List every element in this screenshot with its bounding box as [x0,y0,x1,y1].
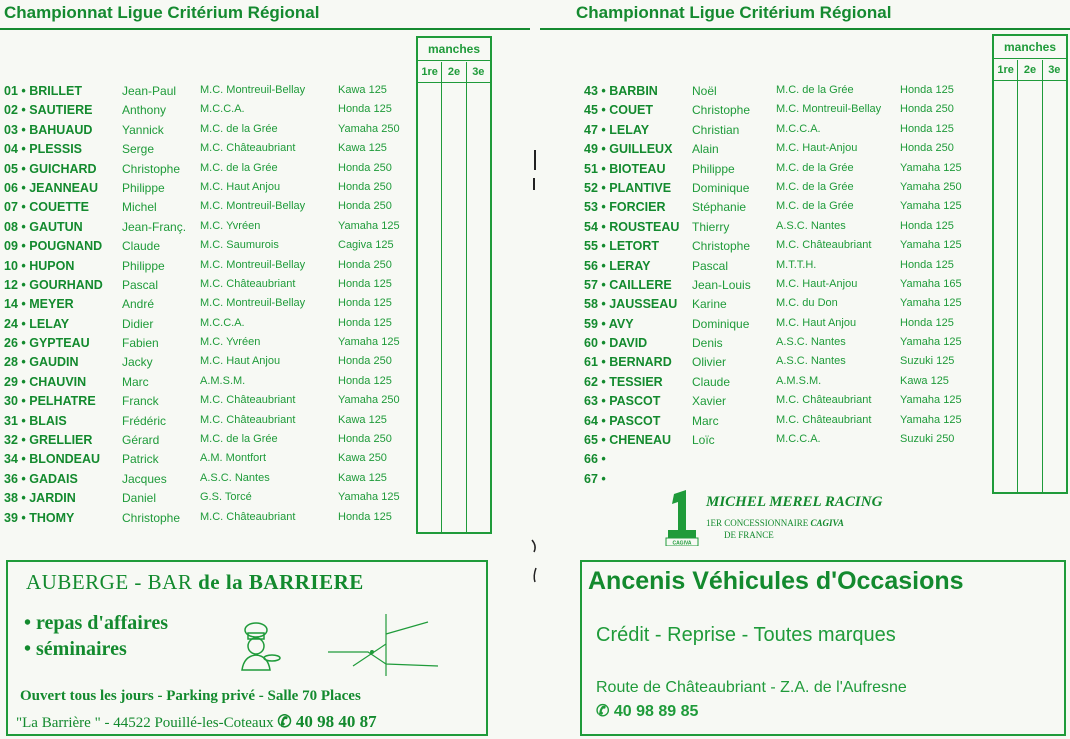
rider-motorcycle: Honda 125 [338,277,392,290]
manche-col-1 [994,60,1018,492]
left-page [0,0,530,739]
manches-header: manches [418,38,490,61]
rider-number-name: 02 • SAUTIERE [4,103,93,118]
rider-motorcycle: Honda 250 [338,433,392,446]
rider-club: M.C. de la Grée [776,200,854,213]
rider-club: M.C. de la Grée [200,122,278,135]
rider-club: M.C. Haut-Anjou [776,277,858,290]
merel-name: MICHEL MEREL RACING [706,494,883,510]
rider-first-name: Jean-Louis [692,277,751,292]
rider-first-name: Xavier [692,394,727,409]
rider-club: A.M.S.M. [200,374,246,387]
rider-motorcycle: Honda 125 [338,316,392,329]
rider-first-name: Jean-Franç. [122,219,187,234]
bullet-seminaires: • séminaires [24,638,127,660]
rider-club: M.T.T.H. [776,258,817,271]
rider-number-name: 45 • COUET [584,103,653,118]
rider-motorcycle: Honda 250 [338,200,392,213]
rider-number-name: 64 • PASCOT [584,413,661,428]
rider-motorcycle: Yamaha 125 [900,239,962,252]
rider-number-name: 66 • [584,452,606,467]
rider-motorcycle: Honda 125 [900,316,954,329]
manche-label: 2e [442,62,465,83]
rider-number-name: 10 • HUPON [4,258,75,273]
rider-motorcycle: Honda 250 [338,258,392,271]
merel-logo-text: CAGIVA [672,540,692,546]
rider-first-name: Loïc [692,433,715,448]
rider-motorcycle: Kawa 125 [900,374,949,387]
rider-motorcycle: Suzuki 125 [900,355,955,368]
manche-label: 1re [418,62,441,83]
chef-icon [232,620,282,672]
rider-motorcycle: Honda 125 [338,297,392,310]
manche-label: 1re [994,60,1017,81]
rider-first-name: Dominique [692,180,750,195]
rider-number-name: 30 • PELHATRE [4,394,96,409]
auberge-title [26,570,364,595]
rider-number-name: 39 • THOMY [4,510,75,525]
rider-motorcycle: Honda 250 [338,161,392,174]
rider-club: M.C. Châteaubriant [200,510,296,523]
rider-first-name: Daniel [122,491,157,506]
rider-club: M.C. Yvréen [200,219,261,232]
rider-number-name: 32 • GRELLIER [4,433,93,448]
ancenis-address: Route de Châteaubriant - Z.A. de l'Aufresne [596,679,907,696]
rider-number-name: 62 • TESSIER [584,374,663,389]
rider-motorcycle: Honda 250 [338,180,392,193]
rider-first-name: Christophe [122,510,181,525]
rider-club: M.C. Montreuil-Bellay [776,103,882,116]
rider-club: M.C. de la Grée [200,161,278,174]
rider-motorcycle: Yamaha 125 [900,413,962,426]
manche-col-1 [418,62,442,532]
rider-first-name: Philippe [692,161,735,176]
rider-number-name: 47 • LELAY [584,122,650,137]
rider-motorcycle: Kawa 125 [338,471,387,484]
rider-motorcycle: Honda 125 [338,510,392,523]
rider-motorcycle: Yamaha 165 [900,277,962,290]
rider-first-name: Yannick [122,122,164,137]
auberge-hours: Ouvert tous les jours - Parking privé - Salle 70 Places [20,688,361,704]
rider-first-name: Karine [692,297,727,312]
rider-first-name: Christophe [122,161,181,176]
rider-club: M.C.C.A. [776,433,821,446]
rider-motorcycle: Cagiva 125 [338,239,394,252]
rider-first-name: Gérard [122,433,160,448]
merel-dealer-text: 1ER CONCESSIONNAIRE [706,518,809,528]
rider-first-name: Marc [692,413,719,428]
rider-motorcycle: Yamaha 125 [900,297,962,310]
rider-club: M.C. Haut-Anjou [776,142,858,155]
merel-dealer [706,518,844,528]
rider-number-name: 43 • BARBIN [584,84,658,98]
rider-club: M.C. Châteaubriant [200,413,296,426]
manche-col-2 [1018,60,1042,492]
manches-header: manches [994,36,1066,59]
auberge-title-a: AUBERGE - BAR [26,570,193,594]
rider-motorcycle: Yamaha 125 [338,219,400,232]
rider-first-name: Marc [122,374,149,389]
rider-number-name: 51 • BIOTEAU [584,161,666,176]
page-title: Championnat Ligue Critérium Régional [4,3,320,22]
rider-first-name: Franck [122,394,159,409]
ancenis-services: Crédit - Reprise - Toutes marques [596,624,896,646]
rider-club: M.C.C.A. [200,316,245,329]
rider-club: M.C. de la Grée [776,84,854,96]
rider-motorcycle: Honda 125 [900,122,954,135]
rider-first-name: Jean-Paul [122,84,177,98]
rider-motorcycle: Yamaha 250 [900,180,962,193]
title-rule [540,28,1070,30]
rider-number-name: 56 • LERAY [584,258,651,273]
auberge-ad [6,560,488,736]
rider-motorcycle: Honda 125 [338,374,392,387]
rider-club: M.C. de la Grée [776,180,854,193]
rider-number-name: 31 • BLAIS [4,413,67,428]
rider-number-name: 57 • CAILLERE [584,277,672,292]
rider-club: M.C. de la Grée [776,161,854,174]
rider-first-name: Claude [692,374,731,389]
rider-first-name: Christian [692,122,740,137]
manches-grid [992,34,1068,494]
auberge-address-text: "La Barrière " - 44522 Pouillé-les-Coteaux [16,715,274,731]
map-icon [308,604,458,684]
rider-first-name: Fabien [122,336,159,351]
rider-club: M.C. Châteaubriant [200,142,296,155]
rider-first-name: Christophe [692,103,751,118]
rider-club: M.C. Châteaubriant [200,277,296,290]
ancenis-title: Ancenis Véhicules d'Occasions [588,567,964,595]
rider-motorcycle: Yamaha 125 [900,200,962,213]
rider-first-name: Frédéric [122,413,167,428]
rider-motorcycle: Honda 125 [338,103,392,116]
auberge-phone: ✆ 40 98 40 87 [277,712,377,731]
rider-club: M.C. Haut Anjou [200,355,281,368]
rider-club: M.C. Haut Anjou [200,180,281,193]
rider-number-name: 38 • JARDIN [4,491,76,506]
rider-motorcycle: Suzuki 250 [900,433,955,446]
rider-club: A.S.C. Nantes [776,219,846,232]
manche-label: 3e [467,62,490,83]
rider-first-name: Thierry [692,219,730,234]
manche-label: 2e [1018,60,1041,81]
auberge-title-b: de la BARRIERE [198,570,364,594]
rider-number-name: 04 • PLESSIS [4,142,83,157]
rider-motorcycle: Honda 250 [338,355,392,368]
rider-motorcycle: Yamaha 125 [900,394,962,407]
rider-number-name: 55 • LETORT [584,239,659,254]
rider-number-name: 65 • CHENEAU [584,433,672,448]
rider-first-name: Philippe [122,180,165,195]
rider-motorcycle: Honda 125 [900,219,954,232]
manche-col-2 [442,62,466,532]
rider-number-name: 24 • LELAY [4,316,70,331]
rider-first-name: Pascal [692,258,729,273]
rider-number-name: 01 • BRILLET [4,84,82,98]
rider-motorcycle: Yamaha 125 [338,336,400,349]
ancenis-ad [580,560,1066,736]
page-title: Championnat Ligue Critérium Régional [576,3,892,22]
rider-first-name: Alain [692,142,719,157]
rider-number-name: 52 • PLANTIVE [584,180,672,195]
rider-number-name: 36 • GADAIS [4,471,78,486]
rider-first-name: Philippe [122,258,165,273]
manche-col-3 [467,62,490,532]
rider-club: M.C. Montreuil-Bellay [200,84,306,96]
rider-motorcycle: Honda 250 [900,103,954,116]
rider-number-name: 05 • GUICHARD [4,161,97,176]
rider-number-name: 14 • MEYER [4,297,74,312]
merel-racing-ad [664,490,964,550]
merel-country: DE FRANCE [724,530,774,540]
rider-number-name: 26 • GYPTEAU [4,336,90,351]
rider-first-name: Anthony [122,103,167,118]
rider-first-name: Jacques [122,471,167,486]
rider-club: M.C.C.A. [200,103,245,116]
rider-first-name: André [122,297,155,312]
rider-number-name: 67 • [584,471,606,486]
rider-number-name: 61 • BERNARD [584,355,672,370]
rider-number-name: 63 • PASCOT [584,394,661,409]
rider-motorcycle: Honda 250 [900,142,954,155]
rider-first-name: Claude [122,239,161,254]
rider-club: A.S.C. Nantes [776,355,846,368]
rider-number-name: 09 • POUGNAND [4,239,103,254]
rider-number-name: 59 • AVY [584,316,634,331]
rider-first-name: Noël [692,84,717,98]
rider-number-name: 53 • FORCIER [584,200,666,215]
rider-number-name: 08 • GAUTUN [4,219,83,234]
rider-club: M.C. Haut Anjou [776,316,857,329]
rider-club: M.C. de la Grée [200,433,278,446]
rider-number-name: 54 • ROUSTEAU [584,219,680,234]
rider-motorcycle: Kawa 125 [338,142,387,155]
rider-first-name: Dominique [692,316,750,331]
rider-first-name: Stéphanie [692,200,747,215]
manche-label: 3e [1043,60,1066,81]
rider-first-name: Denis [692,336,723,351]
rider-number-name: 29 • CHAUVIN [4,374,87,389]
ancenis-phone: ✆ 40 98 89 85 [596,703,699,720]
rider-number-name: 03 • BAHUAUD [4,122,93,137]
rider-number-name: 49 • GUILLEUX [584,142,673,157]
rider-motorcycle: Yamaha 250 [338,394,400,407]
rider-club: A.S.C. Nantes [200,471,270,484]
bullet-repas: • repas d'affaires [24,612,169,634]
rider-club: A.S.C. Nantes [776,336,846,349]
rider-number-name: 34 • BLONDEAU [4,452,101,467]
rider-motorcycle: Yamaha 125 [900,336,962,349]
rider-first-name: Pascal [122,277,159,292]
rider-club: A.M. Montfort [200,452,267,465]
rider-club: M.C. Yvréen [200,336,261,349]
rider-number-name: 06 • JEANNEAU [4,180,98,195]
rider-club: M.C. Châteaubriant [200,394,296,407]
rider-club: M.C. du Don [776,297,838,310]
rider-motorcycle: Yamaha 125 [338,491,400,504]
rider-club: M.C. Montreuil-Bellay [200,297,306,310]
auberge-address [16,712,377,732]
rider-club: G.S. Torcé [200,491,252,504]
rider-club: A.M.S.M. [776,374,822,387]
merel-logo-icon [664,490,700,546]
manches-grid [416,36,492,534]
rider-number-name: 58 • JAUSSEAU [584,297,678,312]
manche-col-3 [1043,60,1066,492]
rider-number-name: 28 • GAUDIN [4,355,79,370]
rider-club: M.C. Montreuil-Bellay [200,258,306,271]
rider-first-name: Christophe [692,239,751,254]
rider-club: M.C.C.A. [776,122,821,135]
rider-motorcycle: Yamaha 125 [900,161,962,174]
rider-first-name: Michel [122,200,157,215]
rider-club: M.C. Châteaubriant [776,413,872,426]
rider-club: M.C. Montreuil-Bellay [200,200,306,213]
rider-motorcycle: Kawa 250 [338,452,387,465]
rider-first-name: Serge [122,142,155,157]
rider-number-name: 60 • DAVID [584,336,648,351]
title-rule [0,28,530,30]
rider-first-name: Olivier [692,355,727,370]
rider-first-name: Didier [122,316,154,331]
rider-club: M.C. Châteaubriant [776,239,872,252]
rider-motorcycle: Kawa 125 [338,84,387,96]
rider-motorcycle: Honda 125 [900,258,954,271]
rider-club: M.C. Châteaubriant [776,394,872,407]
rider-first-name: Jacky [122,355,153,370]
rider-motorcycle: Kawa 125 [338,413,387,426]
rider-club: M.C. Saumurois [200,239,279,252]
rider-motorcycle: Yamaha 250 [338,122,400,135]
right-page [540,0,1070,739]
rider-motorcycle: Honda 125 [900,84,954,96]
rider-first-name: Patrick [122,452,159,467]
rider-number-name: 07 • COUETTE [4,200,89,215]
rider-number-name: 12 • GOURHAND [4,277,103,292]
merel-brand: CAGIVA [810,518,844,528]
